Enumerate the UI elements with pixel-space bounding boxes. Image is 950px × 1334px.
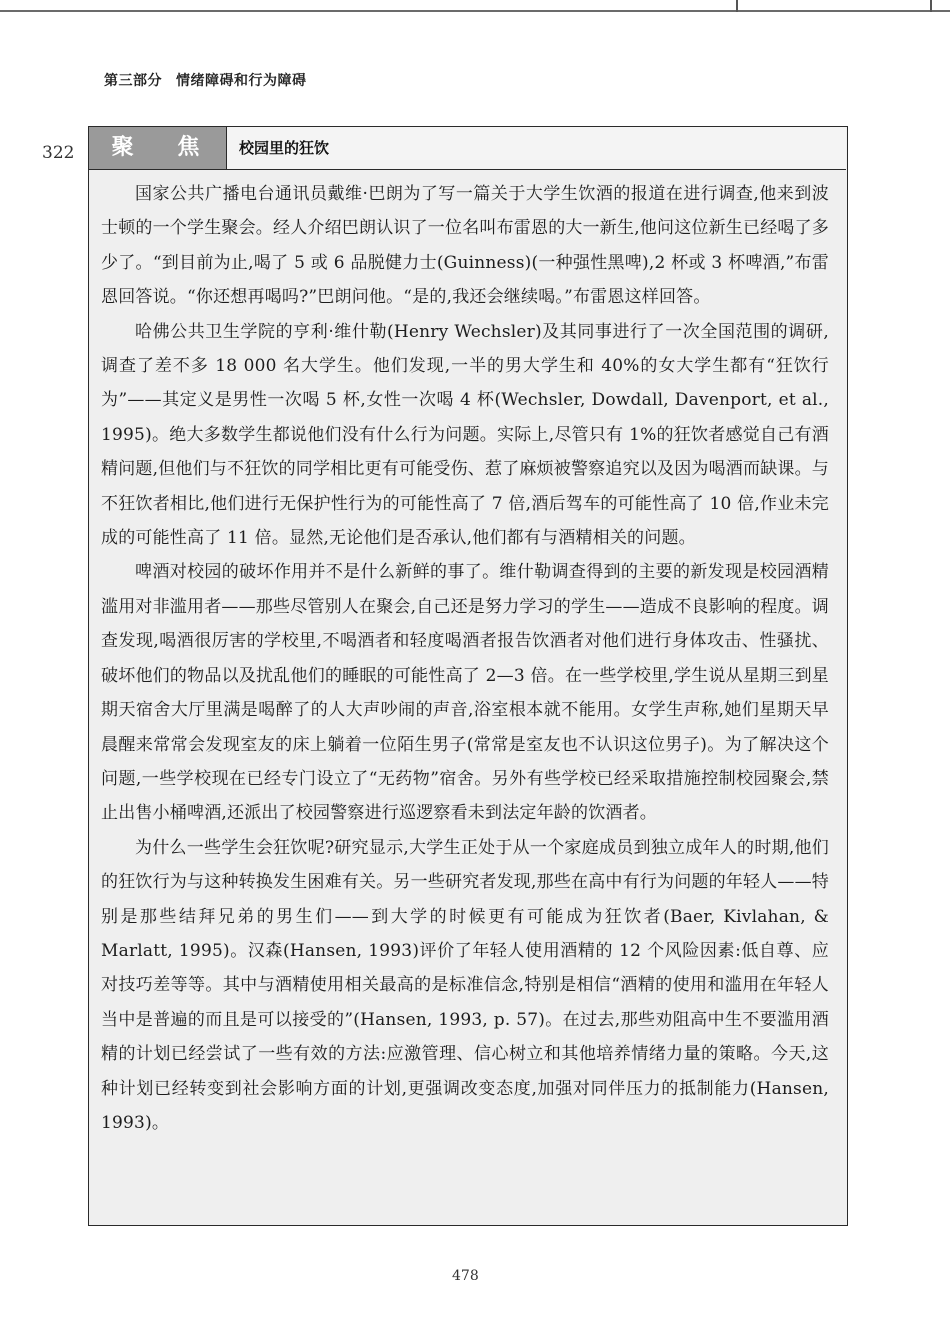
page-number: 478 <box>452 1268 479 1284</box>
scan-top-rule <box>0 10 950 12</box>
running-head-title: 情绪障碍和行为障碍 <box>176 73 307 89</box>
paragraph-3: 啤酒对校园的破坏作用并不是什么新鲜的事了。维什勒调查得到的主要的新发现是校园酒精滥用对非滥用者——那些尽管别人在聚会,自己还是努力学习的学生——造成不良影响的程度。调查发现,喝酒很厉害的学校里,不喝酒者和轻度喝酒者报告饮酒者对他们进行身体攻击、性骚扰、破坏他们的物品以及扰乱他们的睡眠的可能性高了 2—3 倍。在一些学校里,学生说从星期三到星期天宿舍大厅里满是喝醉了的人大声吵闹的声音,浴室根本就不能用。女学生声称,她们星期天早晨醒来常常会发现室友的床上躺着一位陌生男子(常常是室友也不认识这位男子)。为了解决这个问题,一些学校现在已经专门设立了“无药物”宿舍。另外有些学校已经采取措施控制校园聚会,禁止出售小桶啤酒,还派出了校园警察进行巡逻察看未到法定年龄的饮酒者。 <box>101 562 829 824</box>
scan-top-tick <box>930 0 932 12</box>
paragraph-2: 哈佛公共卫生学院的亨利·维什勒(Henry Wechsler)及其同事进行了一次全国范围的调研,调查了差不多 18 000 名大学生。他们发现,一半的男大学生和 40%的女大学生都有“狂饮行为”——其定义是男性一次喝 5 杯,女性一次喝 4 杯(Wechsler, Dowdall, Davenport, et al., 1995)。绝大多数学生都说他们没有什么行为问题。实际上,尽管只有 1%的狂饮者感觉自己有酒精问题,但他们与不狂饮的同学相比更有可能受伤、惹了麻烦被警察追究以及因为喝酒而缺课。与不狂饮者相比,他们进行无保护性行为的可能性高了 7 倍,酒后驾车的可能性高了 10 倍,作业未完成的可能性高了 11 倍。显然,无论他们是否承认,他们都有与酒精相关的问题。 <box>101 321 829 549</box>
paragraph-1: 国家公共广播电台通讯员戴维·巴朗为了写一篇关于大学生饮酒的报道在进行调查,他来到波士顿的一个学生聚会。经人介绍巴朗认识了一位名叫布雷恩的大一新生,他问这位新生已经喝了多少了。“到目前为止,喝了 5 或 6 品脱健力士(Guinness)(一种强性黑啤),2 杯或 3 杯啤酒,”布雷恩回答说。“你还想再喝吗?”巴朗问他。“是的,我还会继续喝。”布雷恩这样回答。 <box>101 184 829 308</box>
running-head <box>104 70 307 90</box>
focus-label: 聚 焦 <box>89 127 227 169</box>
focus-box-header <box>89 127 846 170</box>
running-head-part: 第三部分 <box>104 73 162 89</box>
scan-top-tick <box>736 0 738 12</box>
focus-box-body <box>101 177 829 1222</box>
focus-box <box>88 126 848 1226</box>
margin-page-number: 322 <box>42 143 75 163</box>
focus-box-title: 校园里的狂饮 <box>239 139 330 157</box>
paragraph-4: 为什么一些学生会狂饮呢?研究显示,大学生正处于从一个家庭成员到独立成年人的时期,他们的狂饮行为与这种转换发生困难有关。另一些研究者发现,那些在高中有行为问题的年轻人——特别是那些结拜兄弟的男生们——到大学的时候更有可能成为狂饮者(Baer, Kivlahan, & Marlatt, 1995)。汉森(Hansen, 1993)评价了年轻人使用酒精的 12 个风险因素:低自尊、应对技巧差等等。其中与酒精使用相关最高的是标准信念,特别是相信“酒精的使用和滥用在年轻人当中是普遍的而且是可以接受的”(Hansen, 1993, p. 57)。在过去,那些劝阻高中生不要滥用酒精的计划已经尝试了一些有效的方法:应激管理、信心树立和其他培养情绪力量的策略。今天,这种计划已经转变到社会影响方面的计划,更强调改变态度,加强对同伴压力的抵制能力(Hansen, 1993)。 <box>101 837 829 1133</box>
